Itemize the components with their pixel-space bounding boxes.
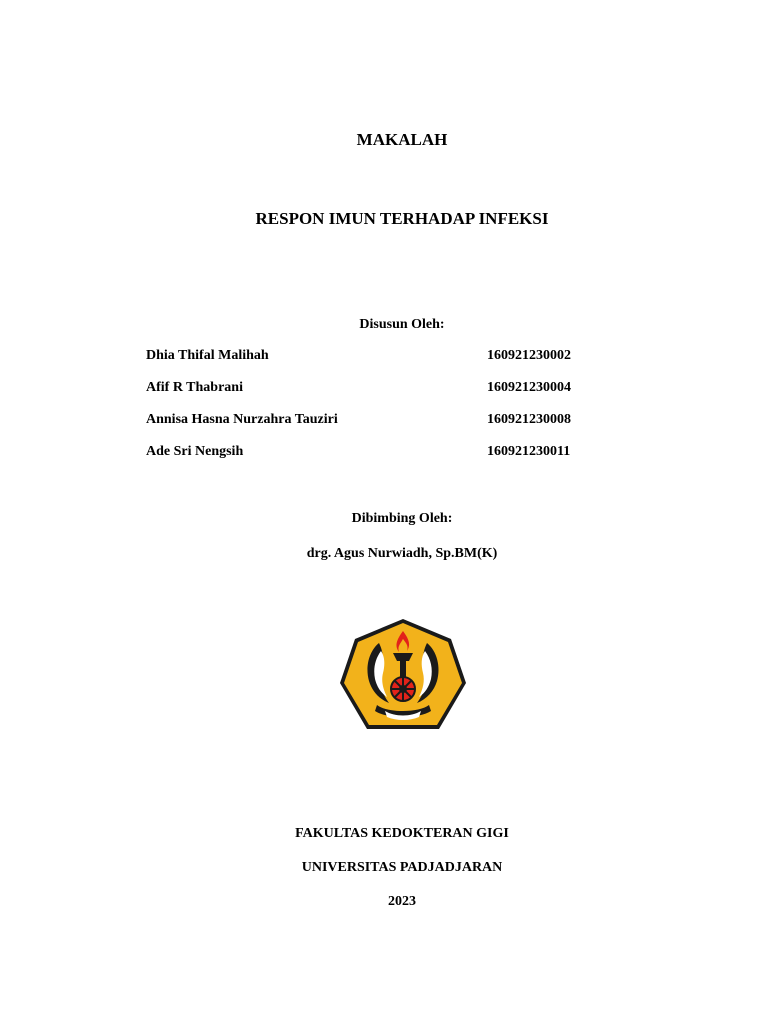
author-name: Annisa Hasna Nurzahra Tauziri [146, 412, 338, 427]
author-name: Dhia Thifal Malihah [146, 348, 269, 363]
author-row [146, 412, 596, 444]
university-name: UNIVERSITAS PADJADJARAN [301, 860, 503, 875]
document-title: RESPON IMUN TERHADAP INFEKSI [255, 209, 549, 228]
author-nim: 160921230004 [487, 380, 571, 395]
author-nim: 160921230002 [487, 348, 571, 363]
authors-heading: Disusun Oleh: [359, 317, 445, 332]
document-type-label: MAKALAH [356, 130, 448, 149]
faculty-name: FAKULTAS KEDOKTERAN GIGI [295, 826, 509, 841]
supervisor-heading: Dibimbing Oleh: [351, 511, 453, 526]
author-nim: 160921230011 [487, 444, 571, 459]
author-list [146, 348, 596, 476]
document-year: 2023 [388, 894, 416, 909]
supervisor-name: drg. Agus Nurwiadh, Sp.BM(K) [306, 546, 498, 561]
author-name: Ade Sri Nengsih [146, 444, 244, 459]
author-name: Afif R Thabrani [146, 380, 243, 395]
author-nim: 160921230008 [487, 412, 571, 427]
university-emblem-icon [339, 617, 467, 739]
author-row [146, 380, 596, 412]
author-row [146, 348, 596, 380]
author-row [146, 444, 596, 476]
